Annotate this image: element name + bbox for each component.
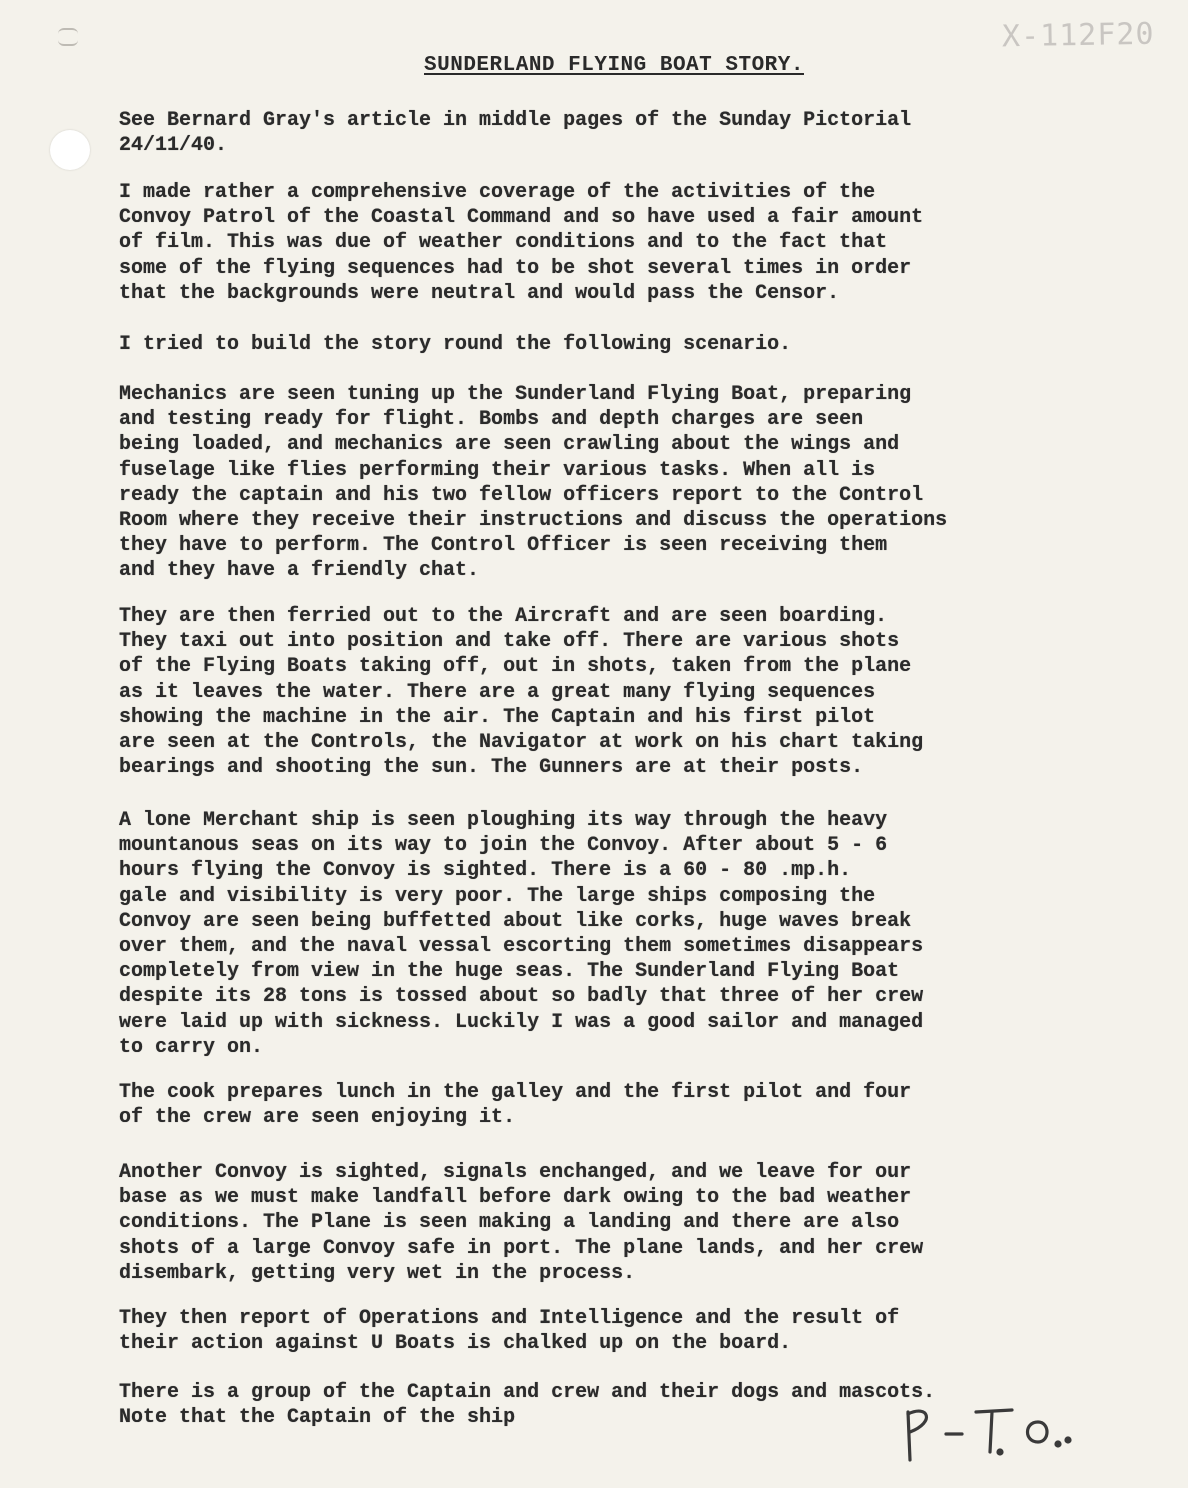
document-title-text: SUNDERLAND FLYING BOAT STORY.	[424, 54, 804, 77]
corner-mark	[58, 28, 78, 46]
reference-number: X-112F20	[1001, 16, 1155, 55]
paragraph-group-shot: There is a group of the Captain and crew and their dogs and mascots. Note that the Captain of the ship	[119, 1381, 936, 1430]
paragraph-coverage: I made rather a comprehensive coverage of the activities of the Convoy Patrol of the Coastal Command and so have used a fair amount of film. This was due of weather conditions and to the fact that some of the flying sequences had to be shot several times in order that the backgrounds were neutral and would pass the Censor.	[119, 181, 924, 305]
paragraph-report: They then report of Operations and Intelligence and the result of their action against U Boats is chalked up on the board.	[119, 1307, 900, 1356]
paragraph-scenario-intro: I tried to build the story round the following scenario.	[119, 333, 792, 356]
paragraph-convoy: A lone Merchant ship is seen ploughing its way through the heavy mountanous seas on its way to join the Convoy. After about 5 - 6 hours flying the Convoy is sighted. There is a 60 - 80 .mp.h. gale and visibility is very poor. The large ships composing the Convoy are seen being buffetted about like corks, huge waves break over them, and the naval vessal escorting them sometimes disappears completely from view in the huge seas. The Sunderland Flying Boat despite its 28 tons is tossed about so badly that three of her crew were laid up with sickness. Luckily I was a good sailor and managed to carry on.	[119, 809, 924, 1059]
paragraph-return: Another Convoy is sighted, signals enchanged, and we leave for our base as we must make landfall before dark owing to the bad weather conditions. The Plane is seen making a landing and there are also shots of a large Convoy safe in port. The plane lands, and her crew disembark, getting very wet in the process.	[119, 1161, 924, 1285]
paragraph-article-reference: See Bernard Gray's article in middle pages of the Sunday Pictorial 24/11/40.	[119, 109, 912, 158]
paragraph-lunch: The cook prepares lunch in the galley and the first pilot and four of the crew are seen enjoying it.	[119, 1081, 912, 1130]
paragraph-takeoff: They are then ferried out to the Aircraft and are seen boarding. They taxi out into position and take off. There are various shots of the Flying Boats taking off, out in shots, taken from the plane as it leaves the water. There are a great many flying sequences showing the machine in the air. The Captain and his first pilot are seen at the Controls, the Navigator at work on his chart taking bearings and shooting the sun. The Gunners are at their posts.	[119, 605, 924, 780]
punch-hole	[50, 130, 90, 170]
paragraph-mechanics: Mechanics are seen tuning up the Sunderland Flying Boat, preparing and testing ready for flight. Bombs and depth charges are seen being loaded, and mechanics are seen crawling about the wings and fuselage like flies performing their various tasks. When all is ready the captain and his two fellow officers report to the Control Room where they receive their instructions and discuss the operations they have to perform. The Control Officer is seen receiving them and they have a friendly chat.	[119, 383, 948, 583]
handwritten-pto-note	[888, 1400, 1088, 1464]
document-title	[0, 54, 1188, 77]
